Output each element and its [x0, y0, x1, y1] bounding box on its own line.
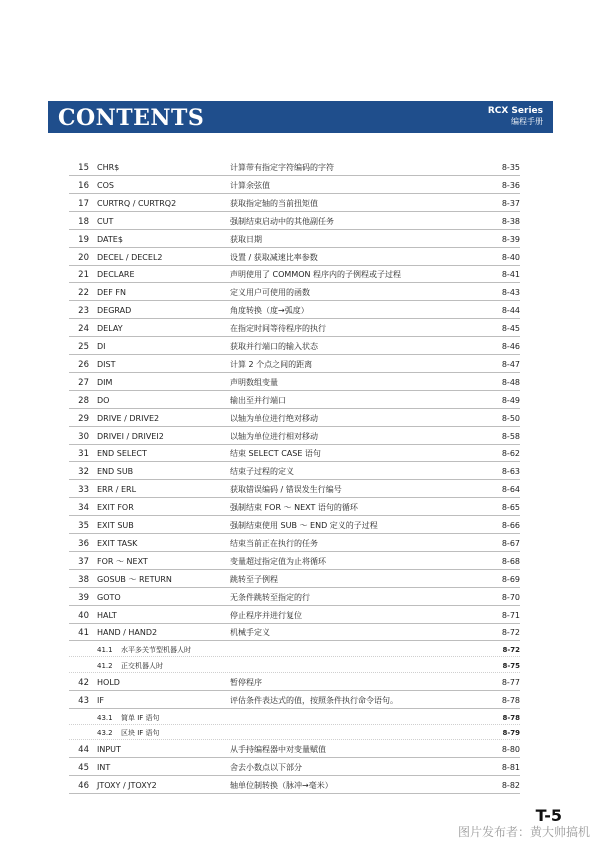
entry-description: 声明使用了 COMMON 程序内的子例程或子过程 [230, 270, 402, 280]
entry-number: 32 [78, 467, 89, 478]
toc-entry[interactable] [0, 625, 600, 641]
row-divider [69, 193, 520, 194]
toc-entry[interactable] [0, 339, 600, 355]
manual-label [488, 106, 543, 127]
entry-number: 33 [78, 485, 89, 496]
entry-description: 获取日期 [230, 234, 262, 244]
entry-page: 8-78 [501, 695, 520, 705]
row-divider [69, 775, 520, 776]
entry-page: 8-79 [502, 729, 520, 738]
entry-description: 结束 SELECT CASE 语句 [230, 449, 321, 459]
entry-number: 42 [78, 677, 89, 688]
entry-description: 在指定时间等待程序的执行 [230, 324, 326, 334]
entry-page: 8-41 [501, 270, 520, 280]
entry-number: 39 [78, 592, 89, 603]
entry-page: 8-65 [501, 503, 520, 513]
toc-entry[interactable] [0, 482, 600, 498]
entry-number: 26 [78, 359, 89, 370]
entry-page: 8-81 [501, 762, 520, 772]
entry-number: 41 [78, 628, 89, 639]
entry-description: 评估条件表达式的值，按照条件执行命令语句。 [230, 695, 398, 705]
entry-number: 41.1 [97, 646, 113, 655]
entry-number: 28 [78, 395, 89, 406]
toc-entry[interactable] [0, 214, 600, 230]
row-divider [69, 515, 520, 516]
toc-entry[interactable] [0, 160, 600, 176]
row-divider [69, 605, 520, 606]
entry-description: 以轴为单位进行相对移动 [230, 431, 318, 441]
entry-description: 变量超过指定值为止将循环 [230, 556, 326, 566]
toc-entry[interactable] [0, 554, 600, 570]
page-title: CONTENTS [58, 105, 205, 131]
entry-command: DIST [97, 359, 116, 369]
row-divider [69, 672, 520, 673]
entry-number: 16 [78, 180, 89, 191]
entry-command: DRIVEI / DRIVEI2 [97, 431, 164, 441]
entry-page: 8-40 [501, 252, 520, 262]
entry-description: 无条件跳转至指定的行 [230, 592, 310, 602]
toc-entry[interactable] [0, 357, 600, 373]
entry-command: INPUT [97, 744, 121, 754]
entry-number: 18 [78, 216, 89, 227]
entry-number: 21 [78, 270, 89, 281]
row-divider [69, 408, 520, 409]
entry-page: 8-44 [501, 306, 520, 316]
toc-subentry[interactable] [0, 659, 600, 673]
row-divider [69, 211, 520, 212]
entry-page: 8-66 [501, 521, 520, 530]
entry-page: 8-78 [502, 713, 520, 722]
entry-command: DECLARE [97, 270, 135, 280]
entry-number: 35 [78, 521, 89, 531]
toc-entry[interactable] [0, 760, 600, 776]
row-divider [69, 690, 520, 691]
entry-number: 37 [78, 556, 89, 567]
entry-command: INT [97, 762, 111, 772]
entry-command: EXIT TASK [97, 538, 138, 548]
entry-description: 输出至并行端口 [230, 395, 286, 405]
row-divider [69, 282, 520, 283]
toc-entry[interactable] [0, 446, 600, 462]
entry-page: 8-43 [501, 288, 520, 298]
entry-number: 34 [78, 503, 89, 514]
toc-entry[interactable] [0, 285, 600, 301]
entry-description: 设置 / 获取减速比率参数 [230, 252, 318, 262]
entry-number: 46 [78, 780, 89, 791]
entry-description: 以轴为单位进行绝对移动 [230, 413, 318, 423]
row-divider [69, 444, 520, 445]
entry-number: 43.2 [97, 729, 113, 738]
entry-page: 8-39 [501, 234, 520, 244]
entry-page: 8-45 [501, 324, 520, 334]
entry-command: COS [97, 180, 114, 190]
entry-number: 44 [78, 744, 89, 755]
entry-number: 25 [78, 342, 89, 352]
toc-entry[interactable] [0, 232, 600, 248]
entry-command: ERR / ERL [97, 485, 137, 495]
entry-command: DATE$ [97, 234, 123, 244]
entry-command: CHR$ [97, 163, 120, 172]
entry-page: 8-37 [501, 198, 520, 208]
entry-page: 8-82 [501, 780, 520, 790]
entry-number: 43.1 [97, 713, 113, 722]
entry-command: 简单 IF 语句 [121, 713, 160, 722]
entry-description: 停止程序并进行复位 [230, 610, 302, 620]
toc-entry[interactable] [0, 778, 600, 794]
toc-subentry[interactable] [0, 726, 600, 740]
entry-command: END SELECT [97, 449, 147, 459]
entry-page: 8-48 [501, 377, 520, 387]
entry-page: 8-80 [501, 744, 520, 754]
entry-number: 17 [78, 198, 89, 209]
entry-description: 角度转换（度→弧度） [230, 306, 309, 316]
row-divider [69, 354, 520, 355]
row-divider [69, 265, 520, 266]
toc-entry[interactable] [0, 303, 600, 319]
entry-command: DECEL / DECEL2 [97, 252, 163, 262]
entry-page: 8-62 [501, 449, 520, 459]
page-number: T-5 [535, 806, 562, 825]
entry-page: 8-49 [501, 395, 520, 405]
row-divider [69, 426, 520, 427]
toc-subentry[interactable] [0, 711, 600, 725]
entry-number: 15 [78, 163, 89, 173]
toc-entry[interactable] [0, 518, 600, 534]
entry-description: 强制结束 FOR ～ NEXT 语句的循环 [230, 503, 358, 513]
entry-command: DI [97, 342, 106, 351]
toc-entry[interactable] [0, 608, 600, 624]
toc-entry[interactable] [0, 429, 600, 445]
row-divider [69, 372, 520, 373]
entry-page: 8-64 [501, 485, 520, 495]
toc-subentry[interactable] [0, 643, 600, 657]
row-divider [69, 247, 520, 248]
toc-entry[interactable] [0, 572, 600, 588]
entry-description: 计算带有指定字符编码的字符 [230, 163, 334, 172]
entry-command: DRIVE / DRIVE2 [97, 413, 160, 423]
entry-command: FOR ～ NEXT [97, 556, 148, 566]
entry-command: CURTRQ / CURTRQ2 [97, 198, 177, 208]
toc-entry[interactable] [0, 411, 600, 427]
entry-description: 强制结束使用 SUB ～ END 定义的子过程 [230, 521, 378, 530]
entry-command: DEF FN [97, 288, 126, 298]
toc-entry[interactable] [0, 693, 600, 709]
row-divider [69, 551, 520, 552]
toc-entry[interactable] [0, 393, 600, 409]
entry-page: 8-46 [501, 342, 520, 351]
entry-number: 38 [78, 574, 89, 585]
toc-entry[interactable] [0, 321, 600, 337]
row-divider [69, 708, 520, 709]
entry-number: 23 [78, 306, 89, 317]
row-divider [69, 229, 520, 230]
toc-entry[interactable] [0, 742, 600, 758]
entry-number: 29 [78, 413, 89, 424]
entry-command: GOTO [97, 592, 121, 602]
entry-page: 8-35 [501, 163, 520, 172]
entry-page: 8-70 [501, 592, 520, 602]
entry-description: 计算 2 个点之间的距离 [230, 359, 313, 369]
entry-page: 8-58 [501, 431, 520, 441]
entry-command: IF [97, 695, 104, 705]
entry-command: DELAY [97, 324, 123, 334]
row-divider [69, 569, 520, 570]
entry-number: 43 [78, 695, 89, 706]
row-divider [69, 300, 520, 301]
entry-description: 强制结束启动中的其他副任务 [230, 216, 334, 226]
entry-description: 结束当前正在执行的任务 [230, 538, 318, 548]
toc-entry[interactable] [0, 178, 600, 194]
row-divider [69, 587, 520, 588]
entry-command: JTOXY / JTOXY2 [97, 780, 157, 790]
entry-command: 区块 IF 语句 [121, 729, 160, 738]
entry-command: GOSUB ～ RETURN [97, 574, 172, 584]
entry-number: 36 [78, 538, 89, 549]
entry-command: DIM [97, 377, 113, 387]
entry-page: 8-72 [501, 628, 520, 638]
entry-command: END SUB [97, 467, 134, 477]
entry-page: 8-67 [501, 538, 520, 548]
row-divider [69, 640, 520, 641]
toc-entry[interactable] [0, 464, 600, 480]
entry-description: 舍去小数点以下部分 [230, 762, 302, 772]
entry-page: 8-47 [501, 359, 520, 369]
entry-description: 计算余弦值 [230, 180, 270, 190]
row-divider [69, 656, 520, 657]
entry-number: 31 [78, 449, 89, 460]
manual-type: 编程手册 [511, 117, 543, 126]
entry-number: 27 [78, 377, 89, 388]
entry-page: 8-75 [502, 662, 520, 670]
entry-command: HOLD [97, 677, 120, 687]
toc-entry[interactable] [0, 536, 600, 552]
entry-page: 8-71 [501, 610, 520, 620]
entry-description: 获取错误编码 / 错误发生行编号 [230, 485, 342, 495]
entry-number: 30 [78, 431, 89, 442]
row-divider [69, 390, 520, 391]
entry-page: 8-36 [501, 180, 520, 190]
entry-description: 从手持编程器中对变量赋值 [230, 744, 326, 754]
entry-number: 40 [78, 610, 89, 621]
entry-page: 8-69 [501, 574, 520, 584]
entry-number: 41.2 [97, 662, 113, 670]
watermark: 图片发布者：黄大帅搞机 [457, 825, 590, 839]
entry-command: EXIT SUB [97, 521, 134, 530]
toc-entry[interactable] [0, 675, 600, 691]
entry-description: 获取指定轴的当前扭矩值 [230, 198, 318, 208]
entry-page: 8-77 [501, 677, 520, 687]
entry-number: 45 [78, 762, 89, 773]
contents-banner [48, 101, 553, 133]
entry-page: 8-68 [501, 556, 520, 566]
entry-command: 正交机器人时 [121, 662, 163, 670]
entry-command: EXIT FOR [97, 503, 134, 513]
row-divider [69, 739, 520, 740]
toc-entry[interactable] [0, 250, 600, 266]
entry-description: 跳转至子例程 [230, 574, 278, 584]
entry-description: 轴单位制转换（脉冲→毫米） [230, 780, 333, 790]
entry-command: DO [97, 395, 110, 405]
entry-description: 获取并行端口的输入状态 [230, 342, 318, 351]
row-divider [69, 623, 520, 624]
entry-command: CUT [97, 216, 114, 226]
row-divider [69, 793, 520, 794]
entry-page: 8-72 [502, 646, 520, 655]
row-divider [69, 479, 520, 480]
entry-description: 暂停程序 [230, 677, 262, 687]
row-divider [69, 724, 520, 725]
row-divider [69, 336, 520, 337]
entry-description: 声明数组变量 [230, 377, 278, 387]
toc-entry[interactable] [0, 196, 600, 212]
entry-number: 20 [78, 252, 89, 263]
toc-entry[interactable] [0, 590, 600, 606]
toc-entry[interactable] [0, 375, 600, 391]
entry-description: 定义用户可使用的函数 [230, 288, 310, 298]
row-divider [69, 757, 520, 758]
toc-entry[interactable] [0, 500, 600, 516]
entry-command: HALT [97, 610, 117, 620]
entry-page: 8-63 [501, 467, 520, 477]
entry-command: HAND / HAND2 [97, 628, 158, 638]
toc-entry[interactable] [0, 267, 600, 283]
row-divider [69, 461, 520, 462]
entry-description: 结束子过程的定义 [230, 467, 294, 477]
entry-description: 机械手定义 [230, 628, 270, 638]
row-divider [69, 497, 520, 498]
entry-page: 8-50 [501, 413, 520, 423]
row-divider [69, 175, 520, 176]
entry-number: 19 [78, 234, 89, 245]
row-divider [69, 318, 520, 319]
entry-number: 24 [78, 324, 89, 335]
entry-command: DEGRAD [97, 306, 132, 316]
entry-number: 22 [78, 288, 89, 299]
row-divider [69, 533, 520, 534]
entry-page: 8-38 [501, 216, 520, 226]
entry-command: 水平多关节型机器人时 [121, 646, 191, 655]
series-name: RCX Series [487, 106, 543, 116]
